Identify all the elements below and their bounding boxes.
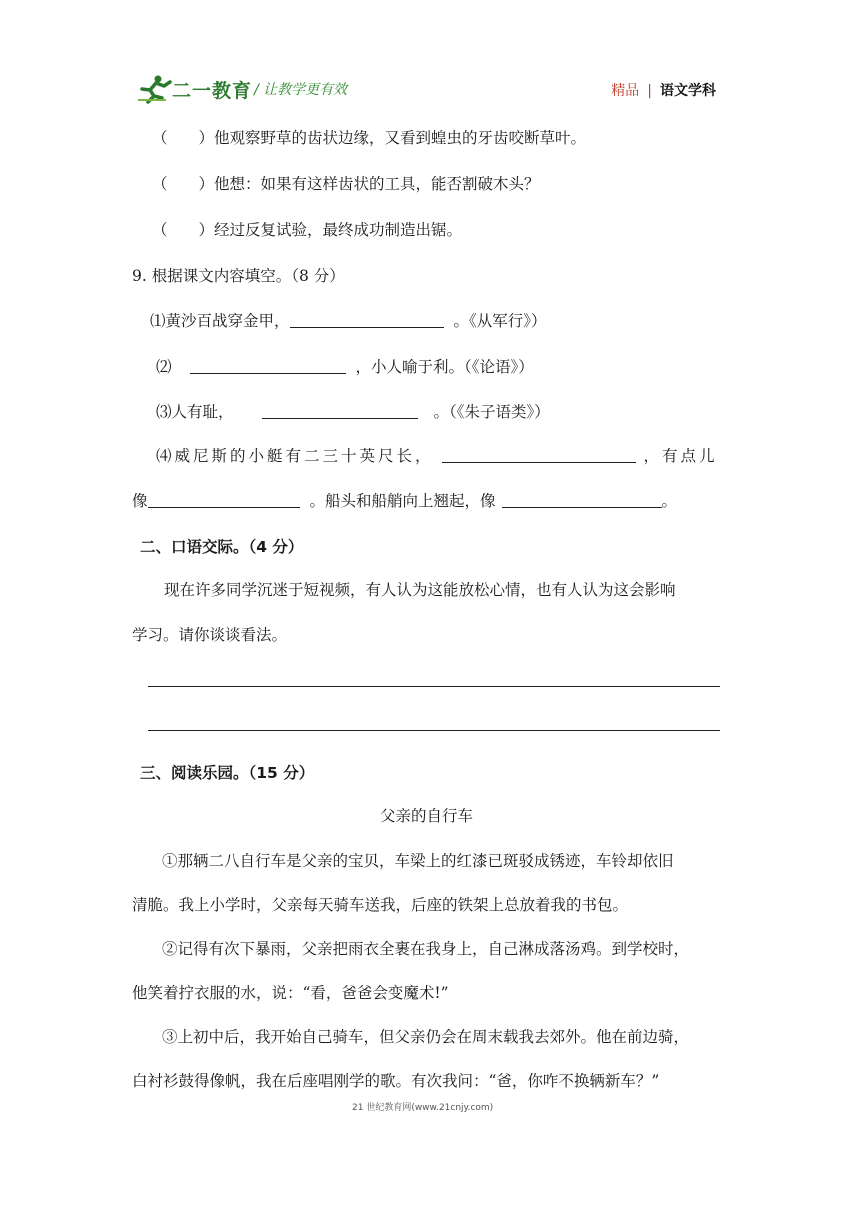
page-header bbox=[136, 74, 726, 106]
answer-blank[interactable] bbox=[148, 491, 300, 508]
q9-item-3-suffix: 。（《朱子语类》） bbox=[433, 403, 550, 421]
q8-item-1: （ ）他观察野草的齿状边缘，又看到蝗虫的牙齿咬断草叶。 bbox=[152, 129, 587, 147]
header-right bbox=[611, 80, 716, 100]
q9-item-1-prefix: ⑴黄沙百战穿金甲， bbox=[150, 312, 290, 330]
page-footer: 21 世纪教育网(www.21cnjy.com) bbox=[352, 1103, 494, 1113]
q9-item-4-line2-prefix: 像 bbox=[132, 492, 148, 510]
subject-label: 语文学科 bbox=[660, 83, 716, 99]
q9-item-1-suffix: 。《从军行》） bbox=[453, 312, 547, 330]
q8-item-2: （ ）他想：如果有这样齿状的工具，能否割破木头？ bbox=[152, 175, 540, 193]
paragraph-1-line-1: ①那辆二八自行车是父亲的宝贝，车梁上的红漆已斑驳成锈迹，车铃却依旧 bbox=[162, 852, 674, 870]
q9-item-2 bbox=[156, 357, 534, 377]
section-2-paragraph-line-1: 现在许多同学沉迷于短视频，有人认为这能放松心情，也有人认为这会影响 bbox=[164, 581, 676, 599]
section-2-title: 二、口语交际。（4 分） bbox=[140, 538, 304, 556]
q9-item-4-line2-suffix: 。 bbox=[661, 492, 678, 510]
q9-item-4-prefix: ⑷威尼斯的小艇有二三十英尺长， bbox=[156, 447, 434, 465]
q9-item-4-line-2 bbox=[132, 491, 677, 511]
q9-item-1 bbox=[150, 311, 547, 331]
article-title: 父亲的自行车 bbox=[380, 807, 474, 825]
answer-blank[interactable] bbox=[290, 311, 444, 328]
answer-blank[interactable] bbox=[502, 491, 662, 508]
q9-item-2-suffix: ，小人喻于利。（《论语》） bbox=[355, 358, 534, 376]
runner-logo-icon bbox=[136, 74, 174, 104]
answer-blank[interactable] bbox=[190, 357, 346, 374]
section-3-title: 三、阅读乐园。（15 分） bbox=[140, 764, 315, 782]
slogan: / 让教学更有效 bbox=[254, 82, 348, 98]
paragraph-3-line-1: ③上初中后，我开始自己骑车，但父亲仍会在周末载我去郊外。他在前边骑， bbox=[162, 1028, 690, 1046]
answer-line-1[interactable] bbox=[148, 686, 720, 687]
section-2-paragraph-line-2: 学习。请你谈谈看法。 bbox=[132, 626, 288, 644]
q9-title: 9. 根据课文内容填空。（8 分） bbox=[132, 267, 345, 285]
q9-item-3 bbox=[156, 402, 550, 422]
answer-blank[interactable] bbox=[442, 446, 636, 463]
logo-text: 二一教育 bbox=[172, 80, 253, 102]
answer-line-2[interactable] bbox=[148, 730, 720, 731]
q9-item-3-prefix: ⑶人有耻， bbox=[156, 403, 234, 421]
paragraph-3-line-2: 白衬衫鼓得像帆，我在后座唱刚学的歌。有次我问：“爸，你咋不换辆新车？” bbox=[132, 1072, 660, 1090]
paragraph-2-line-2: 他笑着拧衣服的水，说：“看，爸爸会变魔术!” bbox=[132, 984, 449, 1002]
q9-item-4-mid: ，有点儿 bbox=[643, 447, 718, 465]
q9-item-4-line-1 bbox=[156, 446, 718, 466]
q9-item-2-prefix: ⑵ bbox=[156, 358, 172, 376]
q9-item-4-line2-mid: 。船头和船艄向上翘起，像 bbox=[309, 492, 496, 510]
answer-blank[interactable] bbox=[262, 402, 418, 419]
header-separator: | bbox=[647, 83, 652, 99]
paragraph-2-line-1: ②记得有次下暴雨，父亲把雨衣全裹在我身上，自己淋成落汤鸡。到学校时， bbox=[162, 940, 690, 958]
paragraph-1-line-2: 清脆。我上小学时，父亲每天骑车送我，后座的铁架上总放着我的书包。 bbox=[132, 896, 629, 914]
q8-item-3: （ ）经过反复试验，最终成功制造出锯。 bbox=[152, 221, 463, 239]
badge-label: 精品 bbox=[611, 83, 640, 99]
